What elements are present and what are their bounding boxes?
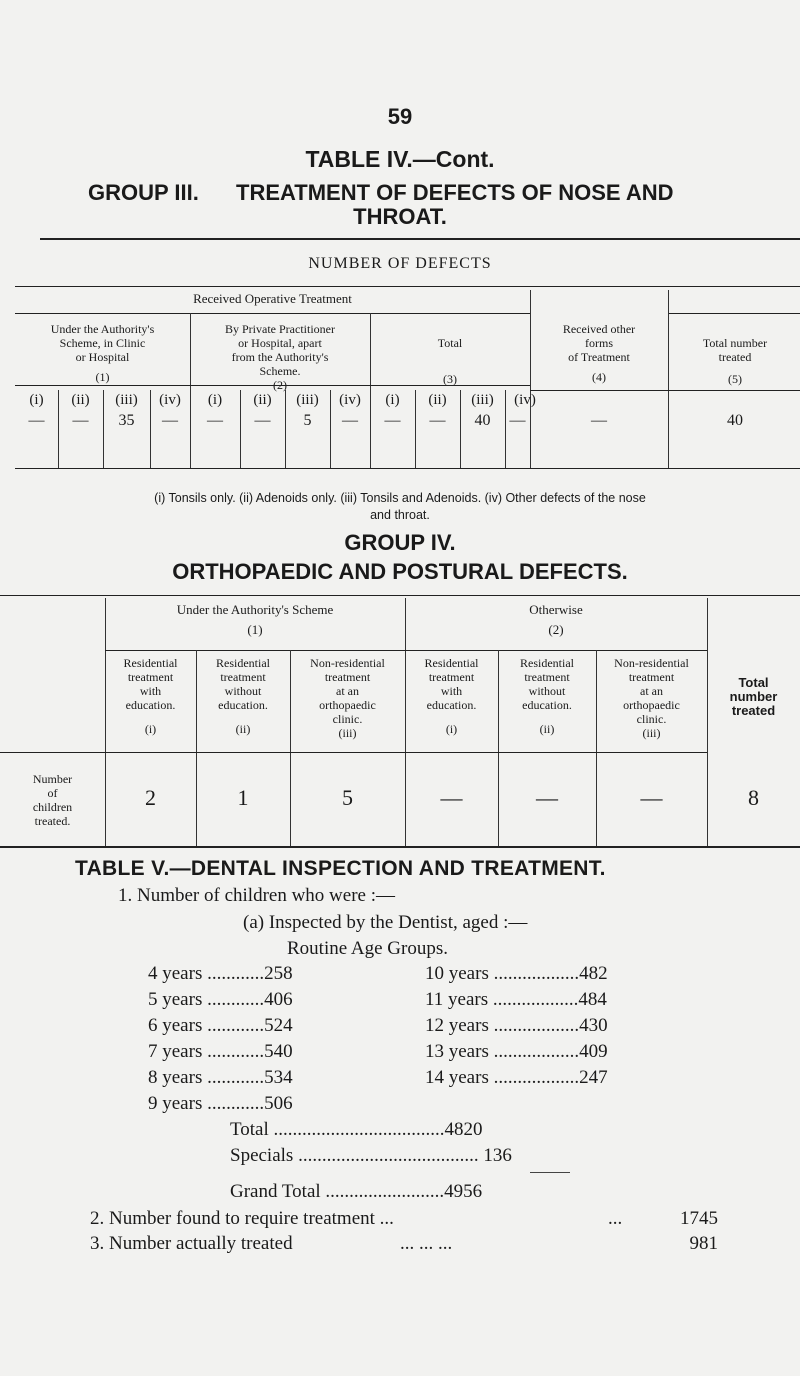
sub-header-iv: (iv) bbox=[339, 392, 361, 408]
value-cell: — bbox=[384, 412, 401, 429]
sub-residential-without-1: Residential treatment without education. (ii) bbox=[216, 656, 270, 736]
grand-total-row: Grand Total .........................4956 bbox=[230, 1181, 483, 1202]
sub-residential-with-1: Residential treatment with education. (i) bbox=[123, 656, 178, 736]
age-row: 6 years ............524 bbox=[148, 1015, 293, 1036]
age-row: 8 years ............534 bbox=[148, 1067, 293, 1088]
sub-header-iv: (iv) bbox=[159, 392, 181, 408]
sub-residential-without-2: Residential treatment without education. (ii) bbox=[520, 656, 574, 736]
row-label-children-treated: Number of children treated. bbox=[32, 772, 73, 828]
value-cell: 2 bbox=[145, 785, 156, 810]
footnote: (i) Tonsils only. (ii) Adenoids only. (iii) Tonsils and Adenoids. (iv) Other defects of the nose and throat. bbox=[154, 491, 646, 522]
total-row: Total ....................................4820 bbox=[230, 1119, 483, 1140]
number-of-defects-heading: NUMBER OF DEFECTS bbox=[308, 255, 492, 272]
age-row: 14 years ..................247 bbox=[425, 1067, 608, 1088]
value-cell: — bbox=[640, 785, 663, 810]
group-iii-title: TREATMENT OF DEFECTS OF NOSE AND bbox=[236, 180, 674, 205]
value-cell: 35 bbox=[118, 412, 135, 429]
group-iv-label: GROUP IV. bbox=[344, 530, 456, 555]
item-2: 2. Number found to require treatment ... ... 1745 bbox=[90, 1208, 718, 1229]
sub-header-ii: (ii) bbox=[428, 392, 447, 408]
value-cell: 5 bbox=[303, 412, 312, 429]
sub-header-iii: (iii) bbox=[115, 392, 138, 408]
group-iv-title: ORTHOPAEDIC AND POSTURAL DEFECTS. bbox=[172, 559, 628, 584]
value-cell: 1 bbox=[237, 785, 249, 810]
table-v-title: TABLE V.—DENTAL INSPECTION AND TREATMENT. bbox=[75, 857, 606, 880]
sub-residential-with-2: Residential treatment with education. (i) bbox=[424, 656, 479, 736]
age-row: 4 years ............258 bbox=[148, 963, 293, 984]
sub-header-iv: (iv) bbox=[514, 392, 536, 408]
value-cell: — bbox=[342, 412, 358, 429]
value-cell: — bbox=[254, 412, 271, 429]
routine-age-groups: Routine Age Groups. bbox=[287, 938, 448, 959]
age-row: 10 years ..................482 bbox=[425, 963, 608, 984]
col3-header: Total (3) bbox=[437, 336, 463, 386]
age-row: 5 years ............406 bbox=[148, 989, 293, 1010]
otherwise-header: Otherwise (2) bbox=[529, 602, 583, 637]
sub-header-ii: (ii) bbox=[253, 392, 272, 408]
table-iv-title: TABLE IV.—Cont. bbox=[305, 146, 495, 172]
value-cell: — bbox=[207, 412, 223, 429]
age-row: 7 years ............540 bbox=[148, 1041, 293, 1062]
col4-header: Received other forms of Treatment (4) bbox=[562, 322, 636, 384]
item-1: 1. Number of children who were :— bbox=[118, 885, 396, 906]
total-treated-header: Total number treated bbox=[729, 675, 778, 718]
received-operative-header: Received Operative Treatment bbox=[193, 291, 352, 306]
divider bbox=[40, 238, 800, 240]
age-row: 11 years ..................484 bbox=[425, 989, 607, 1010]
age-row: 9 years ............506 bbox=[148, 1093, 293, 1114]
specials-row: Specials ...................................... 136 bbox=[230, 1145, 512, 1166]
page-number: 59 bbox=[387, 104, 413, 129]
sub-header-i: (i) bbox=[29, 392, 44, 408]
sub-header-i: (i) bbox=[207, 392, 223, 408]
age-row: 13 years ..................409 bbox=[425, 1041, 608, 1062]
sub-header-iii: (iii) bbox=[471, 392, 494, 408]
under-scheme-header: Under the Authority's Scheme (1) bbox=[176, 602, 334, 637]
value-cell: — bbox=[440, 785, 463, 810]
item-3: 3. Number actually treated ... ... ... 981 bbox=[90, 1233, 718, 1254]
item-1a: (a) Inspected by the Dentist, aged :— bbox=[243, 912, 528, 933]
sum-rule bbox=[530, 1172, 570, 1173]
value-total-treated: 40 bbox=[727, 412, 743, 429]
sub-header-i: (i) bbox=[385, 392, 400, 408]
sub-non-residential-1: Non-residential treatment at an orthopaedic clinic. (iii) bbox=[310, 656, 385, 740]
value-cell: — bbox=[536, 785, 558, 810]
value-cell: — bbox=[162, 412, 178, 429]
value-total: 8 bbox=[748, 785, 759, 810]
sub-header-ii: (ii) bbox=[71, 392, 90, 408]
age-row: 12 years ..................430 bbox=[425, 1015, 608, 1036]
value-received-other: — bbox=[591, 412, 607, 429]
col5-header: Total number treated (5) bbox=[702, 336, 768, 386]
value-cell: — bbox=[72, 412, 89, 429]
group-iii-label: GROUP III. bbox=[88, 180, 199, 205]
col2-header: By Private Practitioner or Hospital, apart from the Authority's Scheme. (2) bbox=[225, 322, 335, 392]
sub-non-residential-2: Non-residential treatment at an orthopaedic clinic. (iii) bbox=[614, 656, 689, 740]
value-cell: 40 bbox=[474, 412, 491, 429]
value-cell: — bbox=[28, 412, 45, 429]
col1-header: Under the Authority's Scheme, in Clinic or Hospital (1) bbox=[50, 322, 155, 384]
sub-header-iii: (iii) bbox=[296, 392, 319, 408]
group-iii-title-cont: THROAT. bbox=[353, 204, 447, 229]
value-cell: — bbox=[509, 412, 526, 429]
value-cell: — bbox=[429, 412, 446, 429]
value-cell: 5 bbox=[342, 785, 353, 810]
